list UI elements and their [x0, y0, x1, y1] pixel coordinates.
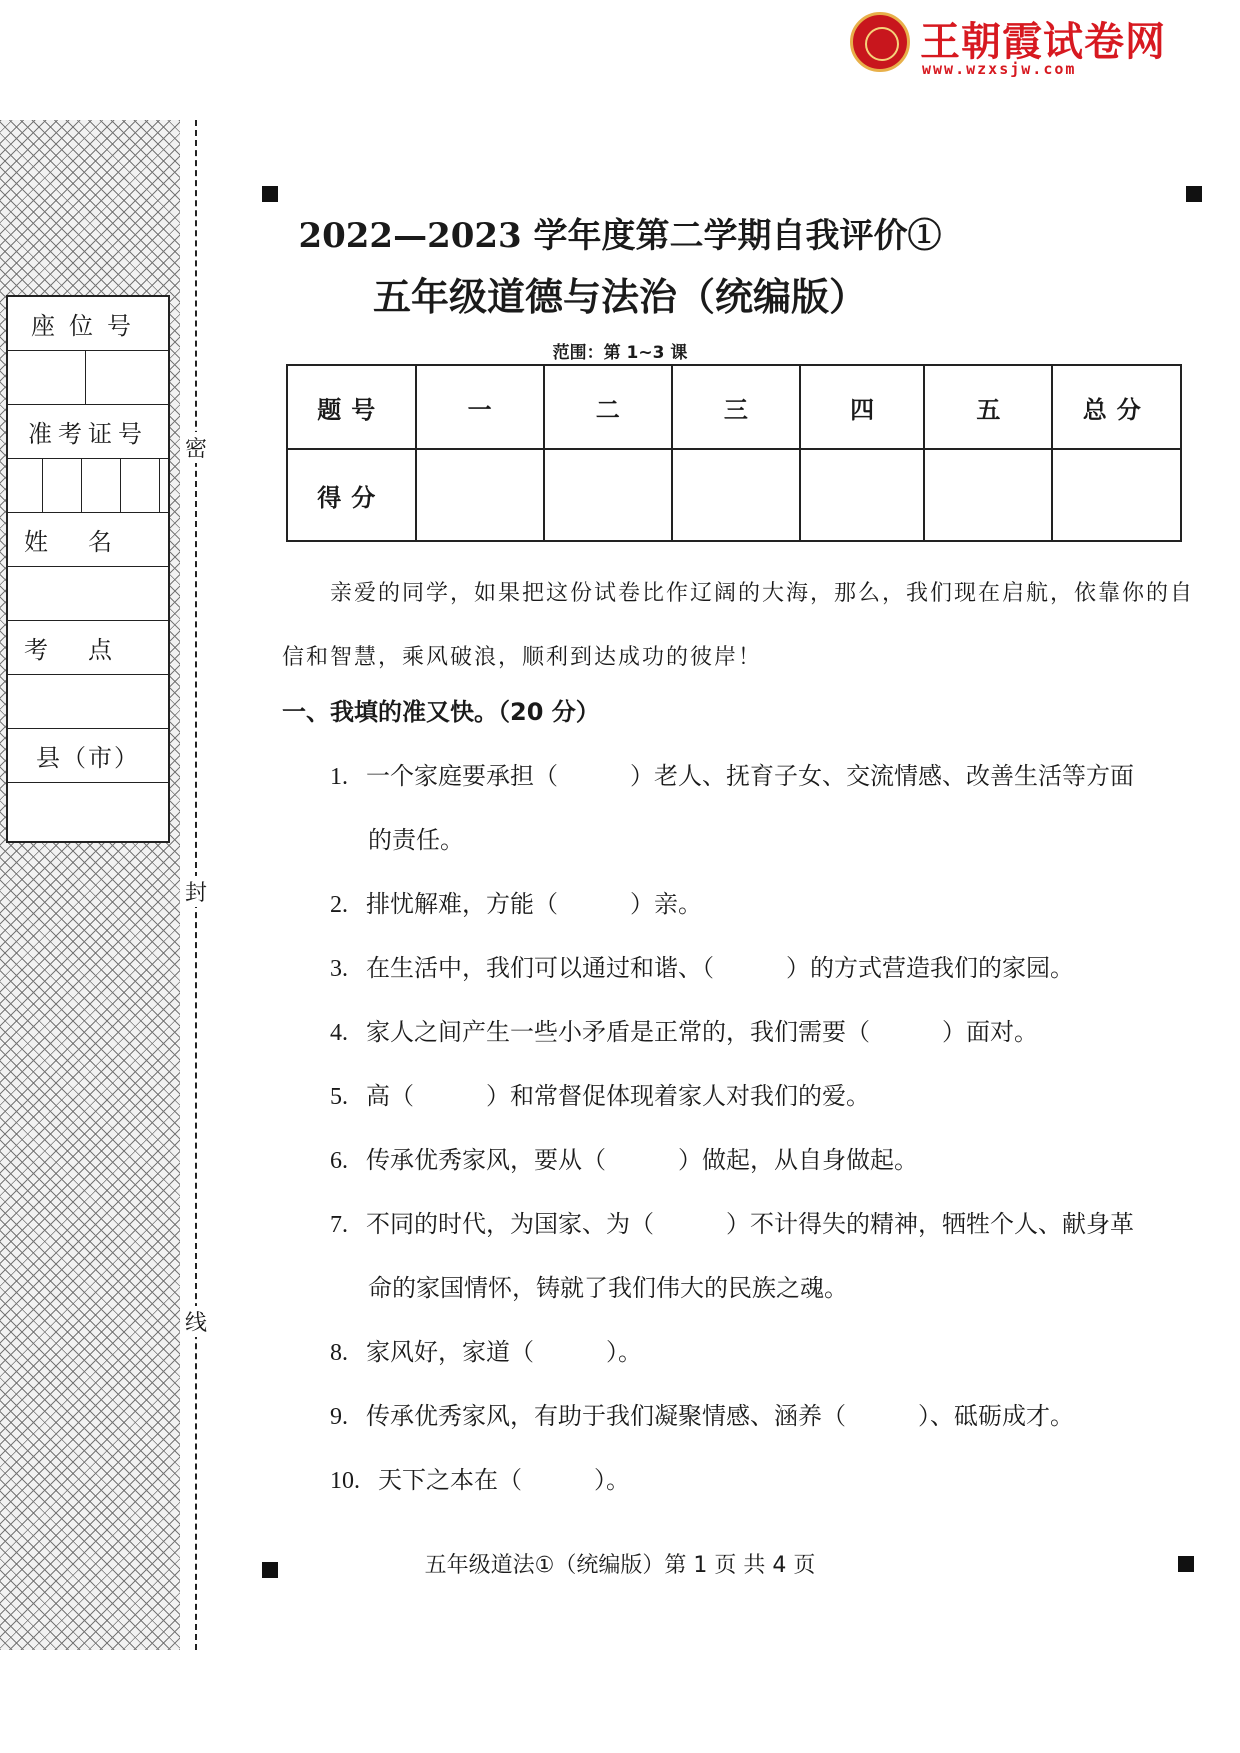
score-cell-q1[interactable] [416, 449, 544, 541]
question-8 [330, 1332, 642, 1367]
question-number: 3. [330, 956, 348, 982]
exam-scope: 范围：第 1~3 课 [552, 343, 688, 363]
score-header-q5: 五 [924, 365, 1052, 449]
seal-char-feng: 封 [184, 876, 208, 907]
corner-marker-top-right [1186, 186, 1202, 202]
exam-id-field[interactable] [8, 459, 168, 513]
question-text: 传承优秀家风，有助于我们凝聚情感、涵养（ ）、砥砺成才。 [366, 1402, 1074, 1430]
question-number: 8. [330, 1340, 348, 1366]
score-header-q1: 一 [416, 365, 544, 449]
question-text: 在生活中，我们可以通过和谐、（ ）的方式营造我们的家园。 [366, 954, 1074, 982]
question-number: 7. [330, 1212, 348, 1238]
question-text: 天下之本在（ ）。 [378, 1466, 630, 1494]
page-footer: 五年级道法①（统编版）第 1 页 共 4 页 [424, 1553, 816, 1578]
question-7 [330, 1204, 1134, 1239]
seat-number-label: 座位号 [8, 297, 168, 351]
county-label: 县（市） [8, 729, 168, 783]
question-1 [330, 756, 1134, 791]
question-number: 2. [330, 892, 348, 918]
score-header-q4: 四 [800, 365, 924, 449]
question-number: 1. [330, 764, 348, 790]
name-label: 姓名 [8, 513, 168, 567]
exam-site-label: 考点 [8, 621, 168, 675]
score-header-label: 题号 [287, 365, 416, 449]
score-row-label: 得分 [287, 449, 416, 541]
question-text: 一个家庭要承担（ ）老人、抚育子女、交流情感、改善生活等方面 [366, 762, 1134, 790]
question-number: 4. [330, 1020, 348, 1046]
question-10 [330, 1460, 630, 1495]
corner-marker-top-left [262, 186, 278, 202]
question-text: 高（ ）和常督促体现着家人对我们的爱。 [366, 1082, 870, 1110]
score-cell-q5[interactable] [924, 449, 1052, 541]
score-header-q3: 三 [672, 365, 800, 449]
score-header-total: 总分 [1052, 365, 1181, 449]
question-text: 传承优秀家风，要从（ ）做起，从自身做起。 [366, 1146, 918, 1174]
score-table [286, 364, 1182, 542]
section-1-title: 一、我填的准又快。（20 分） [282, 698, 600, 726]
logo-seal-icon [850, 12, 910, 72]
question-1-continued: 的责任。 [368, 826, 464, 854]
score-cell-q3[interactable] [672, 449, 800, 541]
name-field[interactable] [8, 567, 168, 621]
question-number: 10. [330, 1468, 360, 1494]
question-text: 家风好，家道（ ）。 [366, 1338, 642, 1366]
question-number: 5. [330, 1084, 348, 1110]
score-cell-q2[interactable] [544, 449, 672, 541]
intro-paragraph: 亲爱的同学，如果把这份试卷比作辽阔的大海，那么，我们现在启航，依靠你的自信和智慧，乘风破浪，顺利到达成功的彼岸！ [282, 581, 1195, 670]
logo-name: 王朝霞试卷网 [920, 19, 1166, 65]
exam-id-label: 准考证号 [8, 405, 168, 459]
question-number: 9. [330, 1404, 348, 1430]
question-text: 不同的时代，为国家、为（ ）不计得失的精神，牺牲个人、献身革 [366, 1210, 1134, 1238]
question-4 [330, 1012, 1038, 1047]
exam-site-field[interactable] [8, 675, 168, 729]
student-info-box [6, 295, 170, 843]
question-9 [330, 1396, 1074, 1431]
question-2 [330, 884, 702, 919]
logo-url: www.wzxsjw.com [922, 60, 1077, 78]
question-text: 排忧解难，方能（ ）亲。 [366, 890, 702, 918]
score-cell-q4[interactable] [800, 449, 924, 541]
county-field[interactable] [8, 783, 168, 841]
site-logo [850, 10, 1170, 78]
exam-title: 2022—2023 学年度第二学期自我评价① [298, 216, 942, 256]
exam-subject: 五年级道德与法治（统编版） [372, 275, 867, 319]
seal-char-mi: 密 [184, 432, 208, 463]
question-7-continued: 命的家国情怀，铸就了我们伟大的民族之魂。 [368, 1274, 848, 1302]
question-6 [330, 1140, 918, 1175]
question-3 [330, 948, 1074, 983]
score-header-q2: 二 [544, 365, 672, 449]
question-number: 6. [330, 1148, 348, 1174]
seal-char-xian: 线 [184, 1306, 208, 1337]
score-cell-total[interactable] [1052, 449, 1181, 541]
question-text: 家人之间产生一些小矛盾是正常的，我们需要（ ）面对。 [366, 1018, 1038, 1046]
question-5 [330, 1076, 870, 1111]
